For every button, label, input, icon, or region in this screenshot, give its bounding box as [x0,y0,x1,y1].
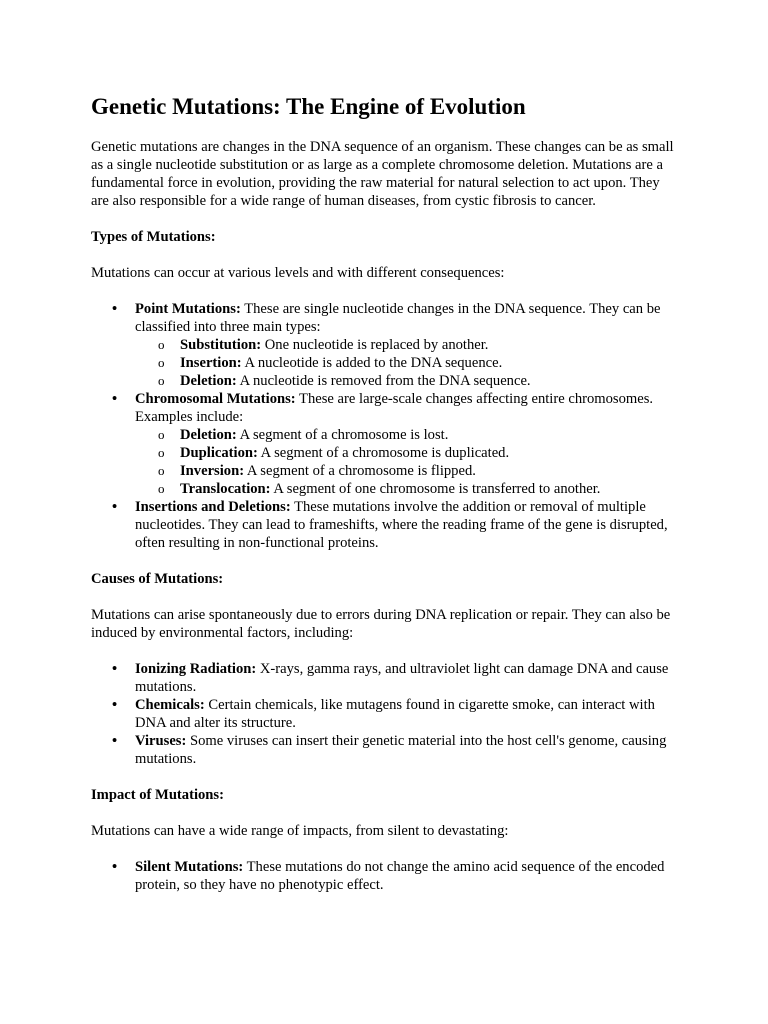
term: Duplication: [180,445,258,461]
bullet-icon: • [112,697,118,713]
sublist-item [135,426,681,444]
definition: A segment of a chromosome is lost. [236,427,449,443]
impact-list [91,858,681,894]
list-item-insertions-deletions [91,498,681,552]
definition: These are single nucleotide changes in the DNA sequence. They can be classified into three main types: [135,301,661,335]
definition: A segment of a chromosome is duplicated. [257,445,510,461]
bullet-icon: • [112,301,118,317]
definition: These are large-scale changes affecting entire chromosomes. Examples include: [135,391,654,425]
term: Substitution: [180,337,262,353]
sublist-item [135,354,681,372]
definition: Certain chemicals, like mutagens found in cigarette smoke, can interact with DNA and alter its structure. [135,697,655,731]
definition: A segment of a chromosome is flipped. [244,463,476,479]
circle-bullet-icon: o [158,445,165,460]
definition: A segment of one chromosome is transferred to another. [270,481,601,497]
definition: Some viruses can insert their genetic material into the host cell's genome, causing mutations. [135,733,667,767]
types-heading: Types of Mutations: [91,229,216,245]
document-body [91,92,681,894]
circle-bullet-icon: o [158,373,165,388]
circle-bullet-icon: o [158,337,165,352]
sublist-item [135,480,681,498]
intro-paragraph: Genetic mutations are changes in the DNA sequence of an organism. These changes can be as small as a single nucleotide substitution or as large as a complete chromosome deletion. Mutations are a fundamental force in evolution, providing the raw material for natural selection to act upon. They are also responsible for a wide range of human diseases, from cystic fibrosis to cancer. [91,139,674,209]
causes-heading: Causes of Mutations: [91,571,224,587]
sublist-item [135,336,681,354]
term: Translocation: [180,481,271,497]
document-title: Genetic Mutations: The Engine of Evolution [91,94,526,119]
term: Deletion: [180,373,237,389]
definition: A nucleotide is added to the DNA sequence. [241,355,503,371]
circle-bullet-icon: o [158,427,165,442]
term: Ionizing Radiation: [135,661,257,677]
definition: One nucleotide is replaced by another. [261,337,489,353]
list-item-point-mutations [91,300,681,390]
impact-lead: Mutations can have a wide range of impacts, from silent to devastating: [91,823,509,839]
bullet-icon: • [112,733,118,749]
term: Silent Mutations: [135,859,244,875]
circle-bullet-icon: o [158,463,165,478]
bullet-icon: • [112,499,118,515]
list-item [91,660,681,696]
definition: These mutations involve the addition or removal of multiple nucleotides. They can lead to frameshifts, where the reading frame of the gene is disrupted, often resulting in non-functional proteins. [135,499,668,551]
causes-lead: Mutations can arise spontaneously due to errors during DNA replication or repair. They can also be induced by environmental factors, including: [91,607,671,641]
bullet-icon: • [112,661,118,677]
definition: These mutations do not change the amino acid sequence of the encoded protein, so they have no phenotypic effect. [135,859,665,893]
types-lead: Mutations can occur at various levels and with different consequences: [91,265,505,281]
term: Deletion: [180,427,237,443]
point-mutations-sublist [135,336,681,390]
term: Chemicals: [135,697,205,713]
chromosomal-mutations-sublist [135,426,681,498]
sublist-item [135,444,681,462]
term: Insertion: [180,355,242,371]
definition: A nucleotide is removed from the DNA sequence. [236,373,531,389]
causes-list [91,660,681,768]
impact-heading: Impact of Mutations: [91,787,224,803]
term: Inversion: [180,463,245,479]
term: Insertions and Deletions: [135,499,291,515]
term: Viruses: [135,733,187,749]
list-item [91,732,681,768]
types-list [91,300,681,552]
sublist-item [135,462,681,480]
sublist-item [135,372,681,390]
list-item-chromosomal-mutations [91,390,681,498]
list-item [91,858,681,894]
bullet-icon: • [112,859,118,875]
definition: X-rays, gamma rays, and ultraviolet light can damage DNA and cause mutations. [135,661,669,695]
circle-bullet-icon: o [158,355,165,370]
term: Chromosomal Mutations: [135,391,296,407]
circle-bullet-icon: o [158,481,165,496]
bullet-icon: • [112,391,118,407]
list-item [91,696,681,732]
term: Point Mutations: [135,301,241,317]
